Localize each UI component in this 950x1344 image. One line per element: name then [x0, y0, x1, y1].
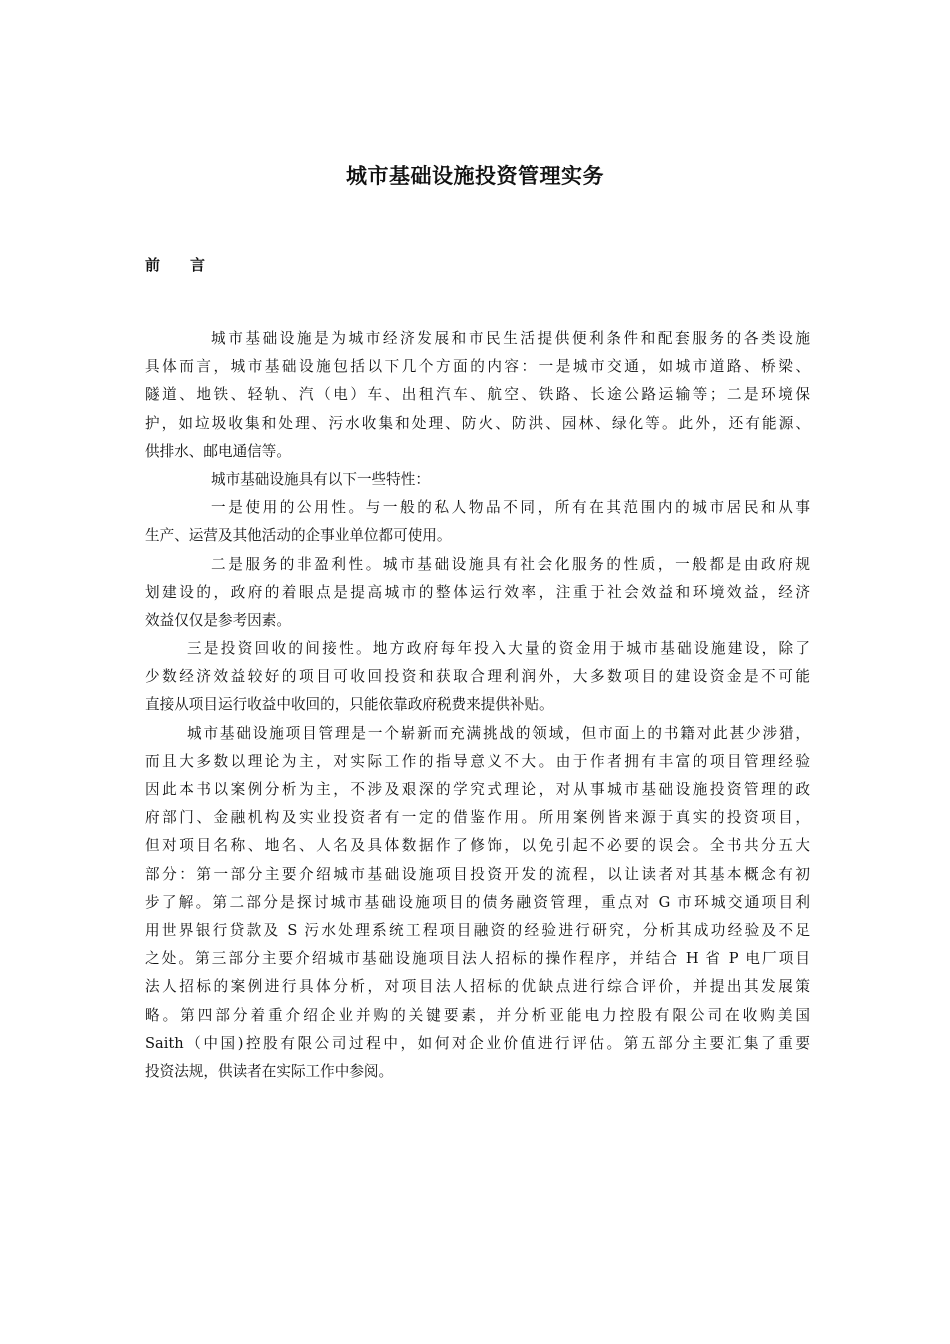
text-line: 供排水、邮电通信等。	[145, 442, 291, 460]
text-line: 直接从项目运行收益中收回的，只能依靠政府税费来提供补贴。	[145, 696, 554, 714]
text-line: Saith（中国)控股有限公司过程中，如何对企业价值进行评估。第五部分主要汇集了重要	[145, 1034, 810, 1052]
text-line: 划建设的，政府的着眼点是提高城市的整体运行效率，注重于社会效益和环境效益，经济	[145, 583, 810, 601]
preface-heading	[145, 254, 205, 275]
text-line: 城市基础设施是为城市经济发展和市民生活提供便利条件和配套服务的各类设施	[211, 330, 810, 347]
text-line: 但对项目名称、地名、人名及具体数据作了修饰，以免引起不必要的误会。全书共分五大	[145, 837, 810, 855]
text-line: 生产、运营及其他活动的企事业单位都可使用。	[145, 527, 452, 545]
text-line: 略。第四部分着重介绍企业并购的关键要素，并分析亚能电力控股有限公司在收购美国	[145, 1006, 810, 1024]
text-line: 法人招标的案例进行具体分析，对项目法人招标的优缺点进行综合评价，并提出其发展策	[145, 978, 810, 996]
text-line: 护，如垃圾收集和处理、污水收集和处理、防火、防洪、园林、绿化等。此外，还有能源、	[145, 414, 810, 432]
text-line: 城市基础设施项目管理是一个崭新而充满挑战的领域，但市面上的书籍对此甚少涉猎，	[187, 724, 810, 742]
text-line: 城市基础设施具有以下一些特性：	[211, 470, 430, 488]
document-title: 城市基础设施投资管理实务	[346, 164, 604, 188]
text-line: 之处。第三部分主要介绍城市基础设施项目法人招标的操作程序，并结合 H 省 P 电厂项目	[145, 950, 810, 968]
text-line: 而且大多数以理论为主，对实际工作的指导意义不大。由于作者拥有丰富的项目管理经验	[145, 752, 810, 770]
text-line: 一是使用的公用性。与一般的私人物品不同，所有在其范围内的城市居民和从事	[211, 499, 810, 517]
text-line: 步了解。第二部分是探讨城市基础设施项目的债务融资管理，重点对 G 市环城交通项目利	[145, 893, 810, 911]
text-line: 少数经济效益较好的项目可收回投资和获取合理利润外，大多数项目的建设资金是不可能	[145, 668, 810, 686]
text-line: 二是服务的非盈利性。城市基础设施具有社会化服务的性质，一般都是由政府规	[211, 555, 810, 573]
text-line: 用世界银行贷款及 S 污水处理系统工程项目融资的经验进行研究，分析其成功经验及不足	[145, 921, 810, 939]
text-line: 隧道、地铁、轻轨、汽（电）车、出租汽车、航空、铁路、长途公路运输等；二是环境保	[145, 386, 810, 404]
preface-body	[145, 325, 810, 1086]
text-line: 府部门、金融机构及实业投资者有一定的借鉴作用。所用案例皆来源于真实的投资项目，	[145, 809, 810, 827]
text-line: 三是投资回收的间接性。地方政府每年投入大量的资金用于城市基础设施建设，除了	[187, 640, 810, 658]
preface-heading-second: 言	[190, 256, 206, 274]
preface-heading-first: 前	[145, 256, 161, 274]
text-line: 部分：第一部分主要介绍城市基础设施项目投资开发的流程，以让读者对其基本概念有初	[145, 865, 810, 883]
text-line: 效益仅仅是参考因素。	[145, 611, 291, 629]
text-line: 因此本书以案例分析为主，不涉及艰深的学究式理论，对从事城市基础设施投资管理的政	[145, 781, 810, 798]
text-line: 投资法规，供读者在实际工作中参阅。	[145, 1062, 394, 1080]
text-line: 具体而言，城市基础设施包括以下几个方面的内容：一是城市交通，如城市道路、桥梁、	[145, 358, 810, 376]
